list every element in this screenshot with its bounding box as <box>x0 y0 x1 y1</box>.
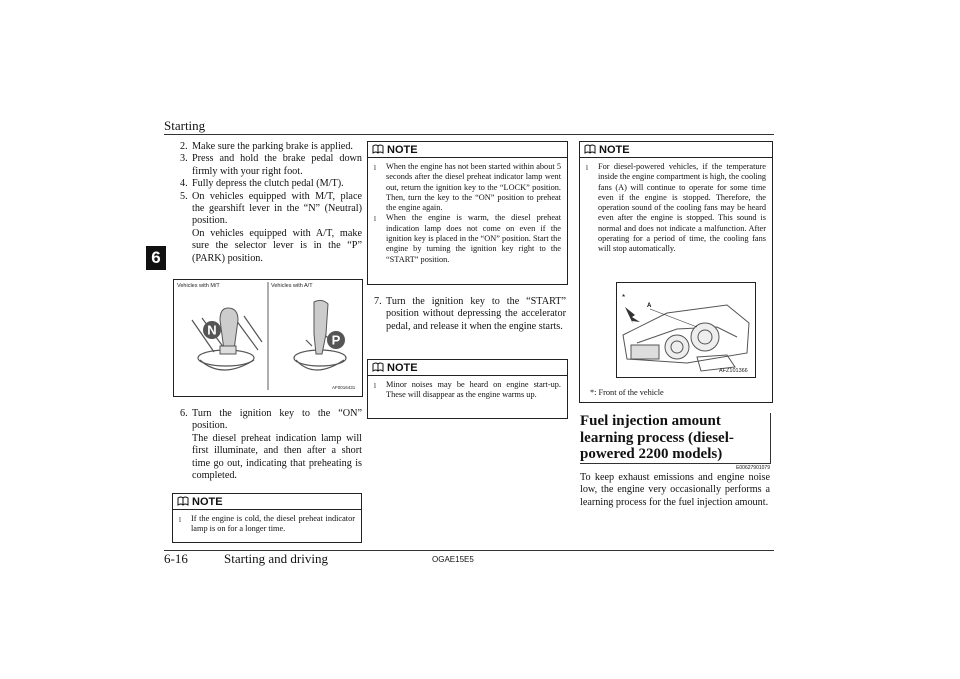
note-box-3: NOTE l Minor noises may be heard on engine start-up. These will disappear as the engine warms up. <box>367 359 568 419</box>
step-2: 2. Make sure the parking brake is applied. <box>180 141 353 152</box>
gear-lever-illustration <box>174 280 362 396</box>
step-4: 4. Fully depress the clutch pedal (M/T). <box>180 178 344 190</box>
section-body: To keep exhaust emissions and engine noise low, the engine very occasionally performs a learning process for the fuel injection amount. <box>580 472 770 508</box>
header-title: Starting <box>164 118 206 133</box>
note-heading: NOTE <box>368 142 567 158</box>
figure-code: AF0016431 <box>332 385 356 390</box>
note-box-2: NOTE l When the engine has not been started within about 5 seconds after the diesel preheat indicator lamp went out, return the ignition key to the “LOCK” position. Then, turn the key to the “ON” position to preheat the engine again. l When the engine is warm, the diesel preheat indication lamp does not come on even if the ignition key is placed in the “ON” position. Start the engine by turning the ignition key right to the “START” position. <box>367 141 568 285</box>
step-7: 7. Turn the ignition key to the “START” position without depressing the accelerator pedal, and release it when the engine starts. <box>374 296 566 332</box>
header-rule <box>164 134 774 135</box>
fan-label-a: A <box>647 303 652 309</box>
section-rule <box>580 463 770 464</box>
note-box-1: NOTE l If the engine is cold, the diesel preheat indicator lamp is on for a longer time. <box>172 493 362 543</box>
neutral-letter: N <box>207 322 217 338</box>
front-arrow-icon <box>625 307 640 324</box>
page-number: 6-16 <box>164 551 188 566</box>
section-rule-vertical <box>770 413 771 464</box>
gear-lever-figure <box>173 279 363 397</box>
at-label: Vehicles with A/T <box>271 283 313 289</box>
section-title: Fuel injection amount learning process (diesel-powered 2200 models) <box>580 413 734 462</box>
front-star: * <box>622 293 626 302</box>
note-icon <box>372 144 384 155</box>
document-code: OGAE15E5 <box>432 555 474 564</box>
mt-label: Vehicles with M/T <box>177 283 220 289</box>
note-heading: NOTE <box>580 142 772 158</box>
step-6: 6. Turn the ignition key to the “ON” position. The diesel preheat indication lamp will first illuminate, and then after a short time go out, indicating that preheating is completed. <box>180 408 362 482</box>
note-box-4: NOTE l For diesel-powered vehicles, if the temperature inside the engine compartment is high, the cooling fans (A) will continue to operate for some time even if the engine is stopped. Therefore, the operation sound of the cooling fans may be heard even after the engine is stopped. This sound is normal and does not indicate a malfunction. After operating for a period of time, the cooling fans will stop automatically. * A AFZ101366 *: Front of the vehicle <box>579 141 773 403</box>
note-icon <box>372 362 384 373</box>
cooling-fan-figure <box>616 282 756 378</box>
step-3: 3. Press and hold the brake pedal down firmly with your right foot. <box>180 153 362 177</box>
chapter-tab: 6 <box>146 246 166 270</box>
steps-list <box>180 141 362 265</box>
step-5: 5. On vehicles equipped with M/T, place the gearshift lever in the “N” (Neutral) position. On vehicles equipped with A/T, make sure the selector lever is in the “P” (PARK) position. <box>180 190 362 264</box>
note-icon <box>584 144 596 155</box>
section-code: E00627901079 <box>736 465 770 471</box>
note-heading: NOTE <box>368 360 567 376</box>
note-heading: NOTE <box>173 494 361 510</box>
park-letter: P <box>331 332 341 348</box>
footnote: *: Front of the vehicle <box>590 388 664 397</box>
engine-compartment-illustration <box>617 283 755 377</box>
footer-section: Starting and driving <box>224 551 328 566</box>
note-icon <box>177 496 189 507</box>
figure-code: AFZ101366 <box>719 368 748 374</box>
